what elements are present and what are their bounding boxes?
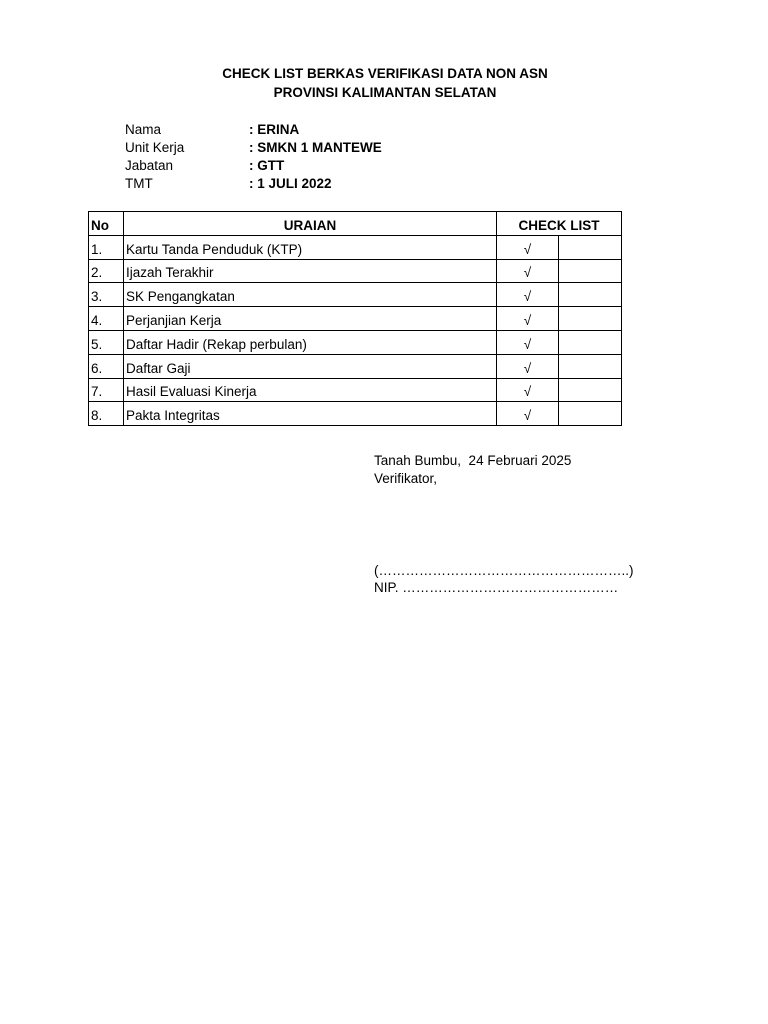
row-no: 1. [89,235,124,259]
info-value-jabatan: : GTT [249,158,285,173]
table-row [89,378,622,402]
row-uraian: Pakta Integritas [124,402,497,426]
row-no: 8. [89,402,124,426]
row-uraian: SK Pengangkatan [124,283,497,307]
table-row [89,402,622,426]
row-uraian: Hasil Evaluasi Kinerja [124,378,497,402]
table-header-row [89,212,622,236]
row-no: 6. [89,354,124,378]
row-no: 5. [89,330,124,354]
table-row [89,354,622,378]
table-row [89,307,622,331]
info-value-tmt: : 1 JULI 2022 [249,176,332,191]
row-no: 7. [89,378,124,402]
table-row [89,330,622,354]
row-uraian: Kartu Tanda Penduduk (KTP) [124,235,497,259]
header-uraian: URAIAN [124,212,497,236]
info-label-jabatan: Jabatan [125,158,174,173]
row-uraian: Daftar Gaji [124,354,497,378]
signature-place-date: Tanah Bumbu, 24 Februari 2025 [374,453,572,468]
table-row [89,235,622,259]
check-mark: √ [497,283,559,307]
check-mark: √ [497,378,559,402]
signature-nip: NIP. ………………………………………… [374,580,619,595]
check-mark: √ [497,330,559,354]
row-extra-cell [559,307,622,331]
check-mark: √ [497,235,559,259]
row-extra-cell [559,378,622,402]
page-title-line-1: CHECK LIST BERKAS VERIFIKASI DATA NON ASN [222,66,548,81]
check-mark: √ [497,259,559,283]
row-no: 2. [89,259,124,283]
row-uraian: Daftar Hadir (Rekap perbulan) [124,330,497,354]
header-check-list: CHECK LIST [497,212,622,236]
row-extra-cell [559,330,622,354]
header-no: No [89,212,124,236]
signature-role: Verifikator, [374,471,438,486]
row-uraian: Perjanjian Kerja [124,307,497,331]
info-label-unit-kerja: Unit Kerja [125,140,185,155]
table-row [89,283,622,307]
page-title-line-2: PROVINSI KALIMANTAN SELATAN [273,85,497,100]
row-no: 4. [89,307,124,331]
table-row [89,259,622,283]
checklist-table [88,211,622,426]
check-mark: √ [497,402,559,426]
signature-name-placeholder: (………………………………………………..) [374,563,634,578]
row-extra-cell [559,402,622,426]
row-extra-cell [559,259,622,283]
info-label-tmt: TMT [125,176,153,191]
check-mark: √ [497,307,559,331]
row-extra-cell [559,354,622,378]
row-extra-cell [559,283,622,307]
row-uraian: Ijazah Terakhir [124,259,497,283]
row-no: 3. [89,283,124,307]
info-value-unit-kerja: : SMKN 1 MANTEWE [249,140,382,155]
row-extra-cell [559,235,622,259]
check-mark: √ [497,354,559,378]
info-value-nama: : ERINA [249,122,300,137]
info-label-nama: Nama [125,122,162,137]
